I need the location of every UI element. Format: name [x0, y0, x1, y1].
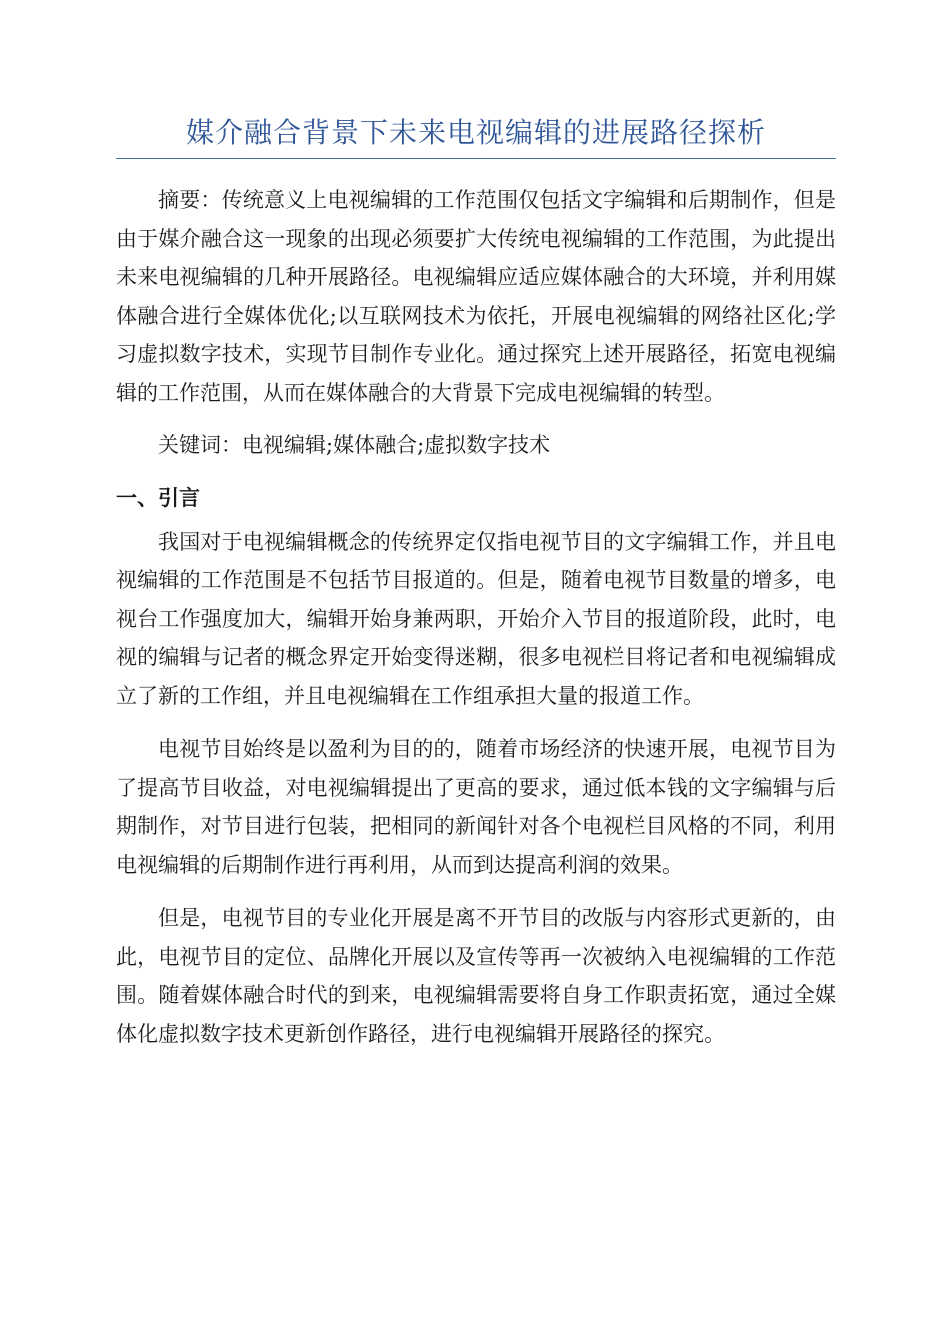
body-paragraph-1: 我国对于电视编辑概念的传统界定仅指电视节目的文字编辑工作，并且电视编辑的工作范围是不包括节目报道的。但是，随着电视节目数量的增多，电视台工作强度加大，编辑开始身兼两职，开始介入节目的报道阶段，此时，电视的编辑与记者的概念界定开始变得迷糊，很多电视栏目将记者和电视编辑成立了新的工作组，并且电视编辑在工作组承担大量的报道工作。 [116, 529, 836, 708]
section-heading-introduction: 一、引言 [116, 485, 200, 510]
title-block [116, 112, 836, 159]
body-paragraph-2: 电视节目始终是以盈利为目的的，随着市场经济的快速开展，电视节目为了提高节目收益，对电视编辑提出了更高的要求，通过低本钱的文字编辑与后期制作，对节目进行包装，把相同的新闻针对各个电视栏目风格的不同，利用电视编辑的后期制作进行再利用，从而到达提高利润的效果。 [116, 737, 836, 877]
keywords-line: 关键词：电视编辑;媒体融合;虚拟数字技术 [158, 433, 551, 457]
document-title: 媒介融合背景下未来电视编辑的进展路径探析 [185, 116, 766, 149]
body-paragraph-3: 但是，电视节目的专业化开展是离不开节目的改版与内容形式更新的，由此，电视节目的定位、品牌化开展以及宣传等再一次被纳入电视编辑的工作范围。随着媒体融合时代的到来，电视编辑需要将自身工作职责拓宽，通过全媒体化虚拟数字技术更新创作路径，进行电视编辑开展路径的探究。 [116, 906, 836, 1046]
document-page [116, 112, 836, 1068]
abstract-paragraph: 摘要：传统意义上电视编辑的工作范围仅包括文字编辑和后期制作，但是由于媒介融合这一现象的出现必须要扩大传统电视编辑的工作范围，为此提出未来电视编辑的几种开展路径。电视编辑应适应媒体融合的大环境，并利用媒体融合进行全媒体优化;以互联网技术为依托，开展电视编辑的网络社区化;学习虚拟数字技术，实现节目制作专业化。通过探究上述开展路径，拓宽电视编辑的工作范围，从而在媒体融合的大背景下完成电视编辑的转型。 [116, 188, 836, 405]
